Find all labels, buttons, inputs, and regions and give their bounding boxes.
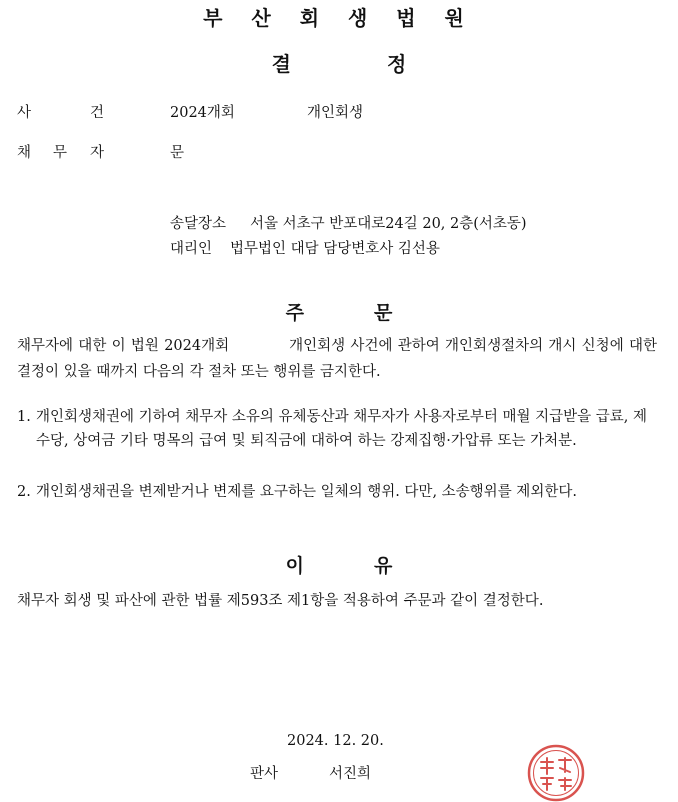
order-intro — [17, 333, 657, 385]
document-title-char-1: 결 — [271, 52, 291, 76]
court-name: 부 산 회 생 법 원 — [203, 6, 475, 30]
decision-date: 2024. 12. 20. — [287, 733, 384, 749]
judge-name: 서진희 — [329, 766, 372, 782]
reason-heading-char-1: 이 — [285, 555, 304, 577]
document-title-char-2: 정 — [387, 52, 407, 76]
reason-text: 채무자 회생 및 파산에 관한 법률 제593조 제1항을 적용하여 주문과 같이 결정한다. — [17, 593, 544, 609]
document-title — [0, 48, 678, 77]
agent-label: 대리인 — [170, 241, 213, 257]
order-heading-char-2: 문 — [374, 302, 393, 324]
address-value: 서울 서초구 반포대로24길 20, 2층(서초동) — [250, 216, 527, 232]
order-intro-part-2: 개인회생 사건에 관하여 개인회생절차의 개시 신청에 대한 결정이 있을 때까지 다음의 각 절차 또는 행위를 금지한다. — [17, 338, 657, 380]
debtor-name: 문 — [170, 145, 185, 161]
order-heading — [0, 298, 678, 325]
order-item-text: 개인회생채권에 기하여 채무자 소유의 유체동산과 채무자가 사용자로부터 매월 지급받을 급료, 제수당, 상여금 기타 명목의 급여 및 퇴직금에 대하여 하는 강제집행·가압류 또는 가처분. — [36, 409, 647, 449]
order-item-1 — [17, 405, 647, 453]
address-label: 송달장소 — [170, 216, 227, 232]
judge-label: 판사 — [250, 766, 279, 782]
reason-heading-char-2: 유 — [374, 555, 393, 577]
case-number: 2024개회 — [170, 105, 235, 121]
judge-seal-icon — [527, 744, 585, 802]
debtor-label-char-3: 자 — [90, 145, 105, 161]
order-item-2 — [17, 480, 647, 504]
case-type: 개인회생 — [307, 105, 364, 121]
case-label-char-2: 건 — [90, 105, 105, 121]
order-item-text: 개인회생채권을 변제받거나 변제를 요구하는 일체의 행위. 다만, 소송행위를 제외한다. — [36, 484, 577, 500]
order-item-number: 2. — [17, 484, 31, 500]
agent-value: 법무법인 대담 담당변호사 김선용 — [230, 241, 440, 257]
case-label-char-1: 사 — [17, 105, 32, 121]
order-intro-part-1: 채무자에 대한 이 법원 2024개회 — [17, 338, 230, 354]
order-item-number: 1. — [17, 409, 31, 425]
debtor-label-char-2: 무 — [53, 145, 68, 161]
order-heading-char-1: 주 — [285, 302, 304, 324]
debtor-label-char-1: 채 — [17, 145, 32, 161]
reason-heading — [0, 551, 678, 578]
